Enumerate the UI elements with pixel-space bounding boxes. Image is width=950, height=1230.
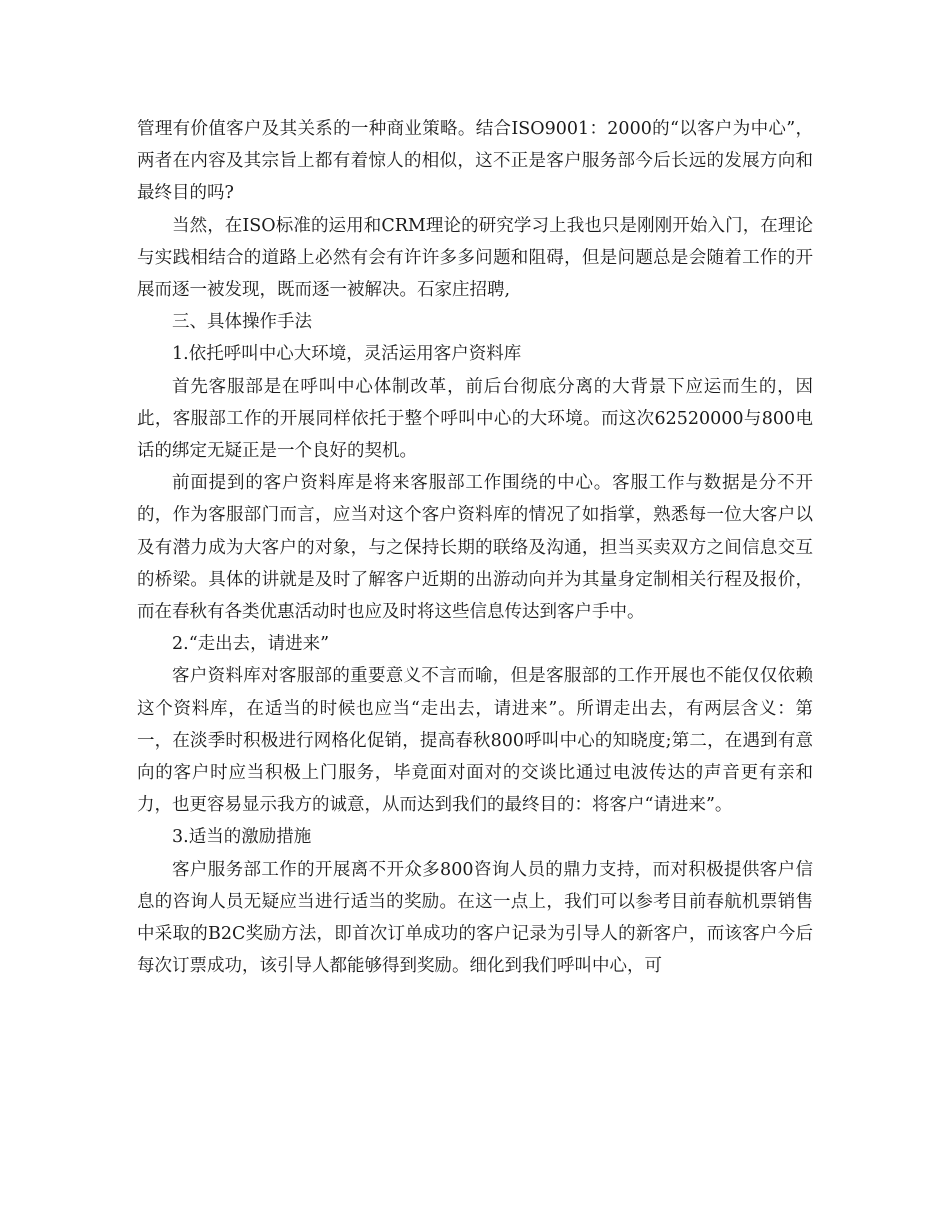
- paragraph-crm-strategy: 管理有价值客户及其关系的一种商业策略。结合ISO9001：2000的“以客户为中心”，两者在内容及其宗旨上都有着惊人的相似，这不正是客户服务部今后长远的发展方向和最终目的吗?: [137, 119, 813, 204]
- document-body: [137, 113, 813, 982]
- paragraph-incentives: 客户服务部工作的开展离不开众多800咨询人员的鼎力支持，而对积极提供客户信息的咨询人员无疑应当进行适当的奖励。在这一点上，我们可以参考目前春航机票销售中采取的B2C奖励方法，即首次订单成功的客户记录为引导人的新客户，而该客户今后每次订票成功，该引导人都能够得到奖励。细化到我们呼叫中心，可: [137, 859, 813, 977]
- subheading-call-center: 1.依托呼叫中心大环境，灵活运用客户资料库: [172, 344, 522, 365]
- section-heading-operations: 三、具体操作手法: [172, 312, 312, 333]
- paragraph-call-center: 首先客服部是在呼叫中心体制改革，前后台彻底分离的大背景下应运而生的，因此，客服部工作的开展同样依托于整个呼叫中心的大环境。而这次62520000与800电话的绑定无疑正是一个良好的契机。: [137, 376, 813, 462]
- paragraph-iso-crm-learning: 当然，在ISO标准的运用和CRM理论的研究学习上我也只是刚刚开始入门，在理论与实践相结合的道路上必然有会有许许多多问题和阻碍，但是问题总是会随着工作的开展而逐一被发现，既而逐一被解决。石家庄招聘,: [137, 215, 813, 301]
- paragraph-customer-database: 前面提到的客户资料库是将来客服部工作围绕的中心。客服工作与数据是分不开的，作为客服部门而言，应当对这个客户资料库的情况了如指掌，熟悉每一位大客户以及有潜力成为大客户的对象，与之保持长期的联络及沟通，担当买卖双方之间信息交互的桥梁。具体的讲就是及时了解客户近期的出游动向并为其量身定制相关行程及报价，而在春秋有各类优惠活动时也应及时将这些信息传达到客户手中。: [137, 473, 813, 623]
- subheading-go-out-invite-in: 2.“走出去，请进来”: [172, 634, 330, 655]
- subheading-incentives: 3.适当的激励措施: [172, 827, 312, 848]
- paragraph-go-out-invite-in: 客户资料库对客服部的重要意义不言而喻，但是客服部的工作开展也不能仅仅依赖这个资料库，在适当的时候也应当“走出去，请进来”。所谓走出去，有两层含义：第一，在淡季时积极进行网格化促销，提高春秋800呼叫中心的知晓度;第二，在遇到有意向的客户时应当积极上门服务，毕竟面对面对的交谈比通过电波传达的声音更有亲和力，也更容易显示我方的诚意，从而达到我们的最终目的：将客户“请进来”。: [137, 666, 813, 816]
